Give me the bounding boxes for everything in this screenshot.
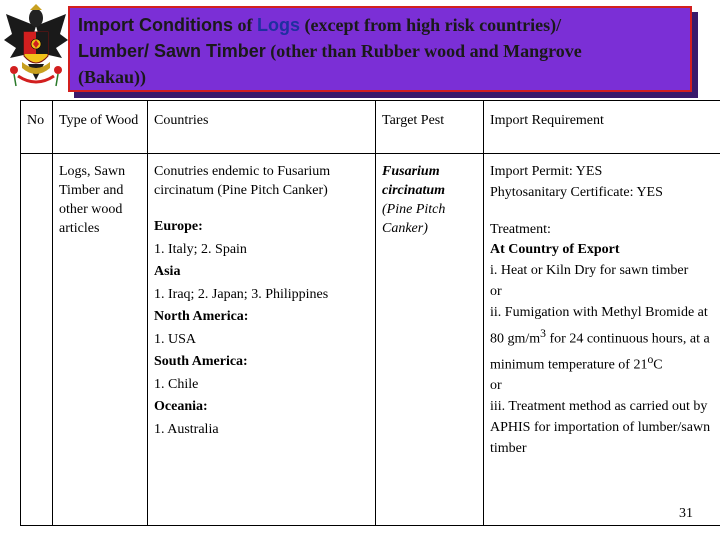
header-no: No [21, 101, 53, 154]
fumigation-sup: 3 [540, 326, 546, 340]
countries-endemic: Conutries endemic to Fusarium circinatum (Pine Pitch Canker) [154, 164, 331, 198]
page-number: 31 [679, 506, 693, 521]
title-part-import-conditions: Import Conditions [78, 15, 233, 35]
title-part-of: of [232, 15, 257, 35]
title-part-except: (except from high risk countries)/ [299, 15, 562, 35]
pest-common-name: (Pine Pitch Canker) [382, 202, 446, 236]
cell-countries [148, 154, 376, 526]
fumigation-text-a: ii. Fumigation with Methyl Bromide at 80 gm/m [490, 304, 708, 347]
title-banner [68, 6, 692, 92]
europe-list: 1. Italy; 2. Spain [154, 241, 247, 257]
title-part-logs: Logs [256, 15, 300, 35]
fumigation-text-c: C [653, 357, 663, 373]
header-type-of-wood: Type of Wood [53, 101, 148, 154]
phytosanitary-certificate: Phytosanitary Certificate: YES [490, 184, 663, 200]
or-2: or [490, 378, 502, 394]
pest-name: Fusarium circinatum [382, 164, 446, 198]
at-country-of-export: At Country of Export [490, 242, 620, 258]
europe-label: Europe: [154, 219, 203, 234]
page-title [78, 12, 682, 90]
treatment-label: Treatment: [490, 221, 551, 237]
coat-of-arms-icon [2, 4, 70, 94]
fumigation-degree: o [647, 353, 654, 367]
cell-import-requirement [484, 154, 720, 526]
oceania-list: 1. Australia [154, 421, 219, 437]
fumigation-text-b: for 24 continuous hours, at a minimum temperature of 21 [490, 331, 710, 373]
option-fumigation [490, 303, 716, 377]
cell-no [21, 154, 53, 526]
cell-target-pest [376, 154, 484, 526]
south-america-list: 1. Chile [154, 376, 199, 392]
import-permit: Import Permit: YES [490, 164, 603, 179]
option-aphis: iii. Treatment method as carried out by APHIS for importation of lumber/sawn timber [490, 399, 711, 456]
asia-label: Asia [154, 264, 181, 279]
asia-list: 1. Iraq; 2. Japan; 3. Philippines [154, 286, 329, 302]
table-header-row [21, 101, 720, 154]
south-america-label: South America: [154, 354, 248, 369]
or-1: or [490, 283, 502, 299]
oceania-label: Oceania: [154, 399, 208, 414]
import-conditions-table [20, 100, 720, 526]
cell-type-of-wood: Logs, Sawn Timber and other wood articles [53, 154, 148, 526]
option-heat-kiln: i. Heat or Kiln Dry for sawn timber [490, 263, 689, 279]
north-america-label: North America: [154, 309, 249, 324]
header-target-pest: Target Pest [376, 101, 484, 154]
title-part-other: (other than Rubber wood and Mangrove [265, 41, 582, 61]
title-part-bakau: (Bakau)) [78, 67, 147, 87]
header-import-requirement: Import Requirement [484, 101, 720, 154]
header-countries: Countries [148, 101, 376, 154]
title-part-lumber: Lumber/ Sawn Timber [78, 41, 266, 61]
north-america-list: 1. USA [154, 331, 197, 347]
table-row [21, 154, 720, 526]
